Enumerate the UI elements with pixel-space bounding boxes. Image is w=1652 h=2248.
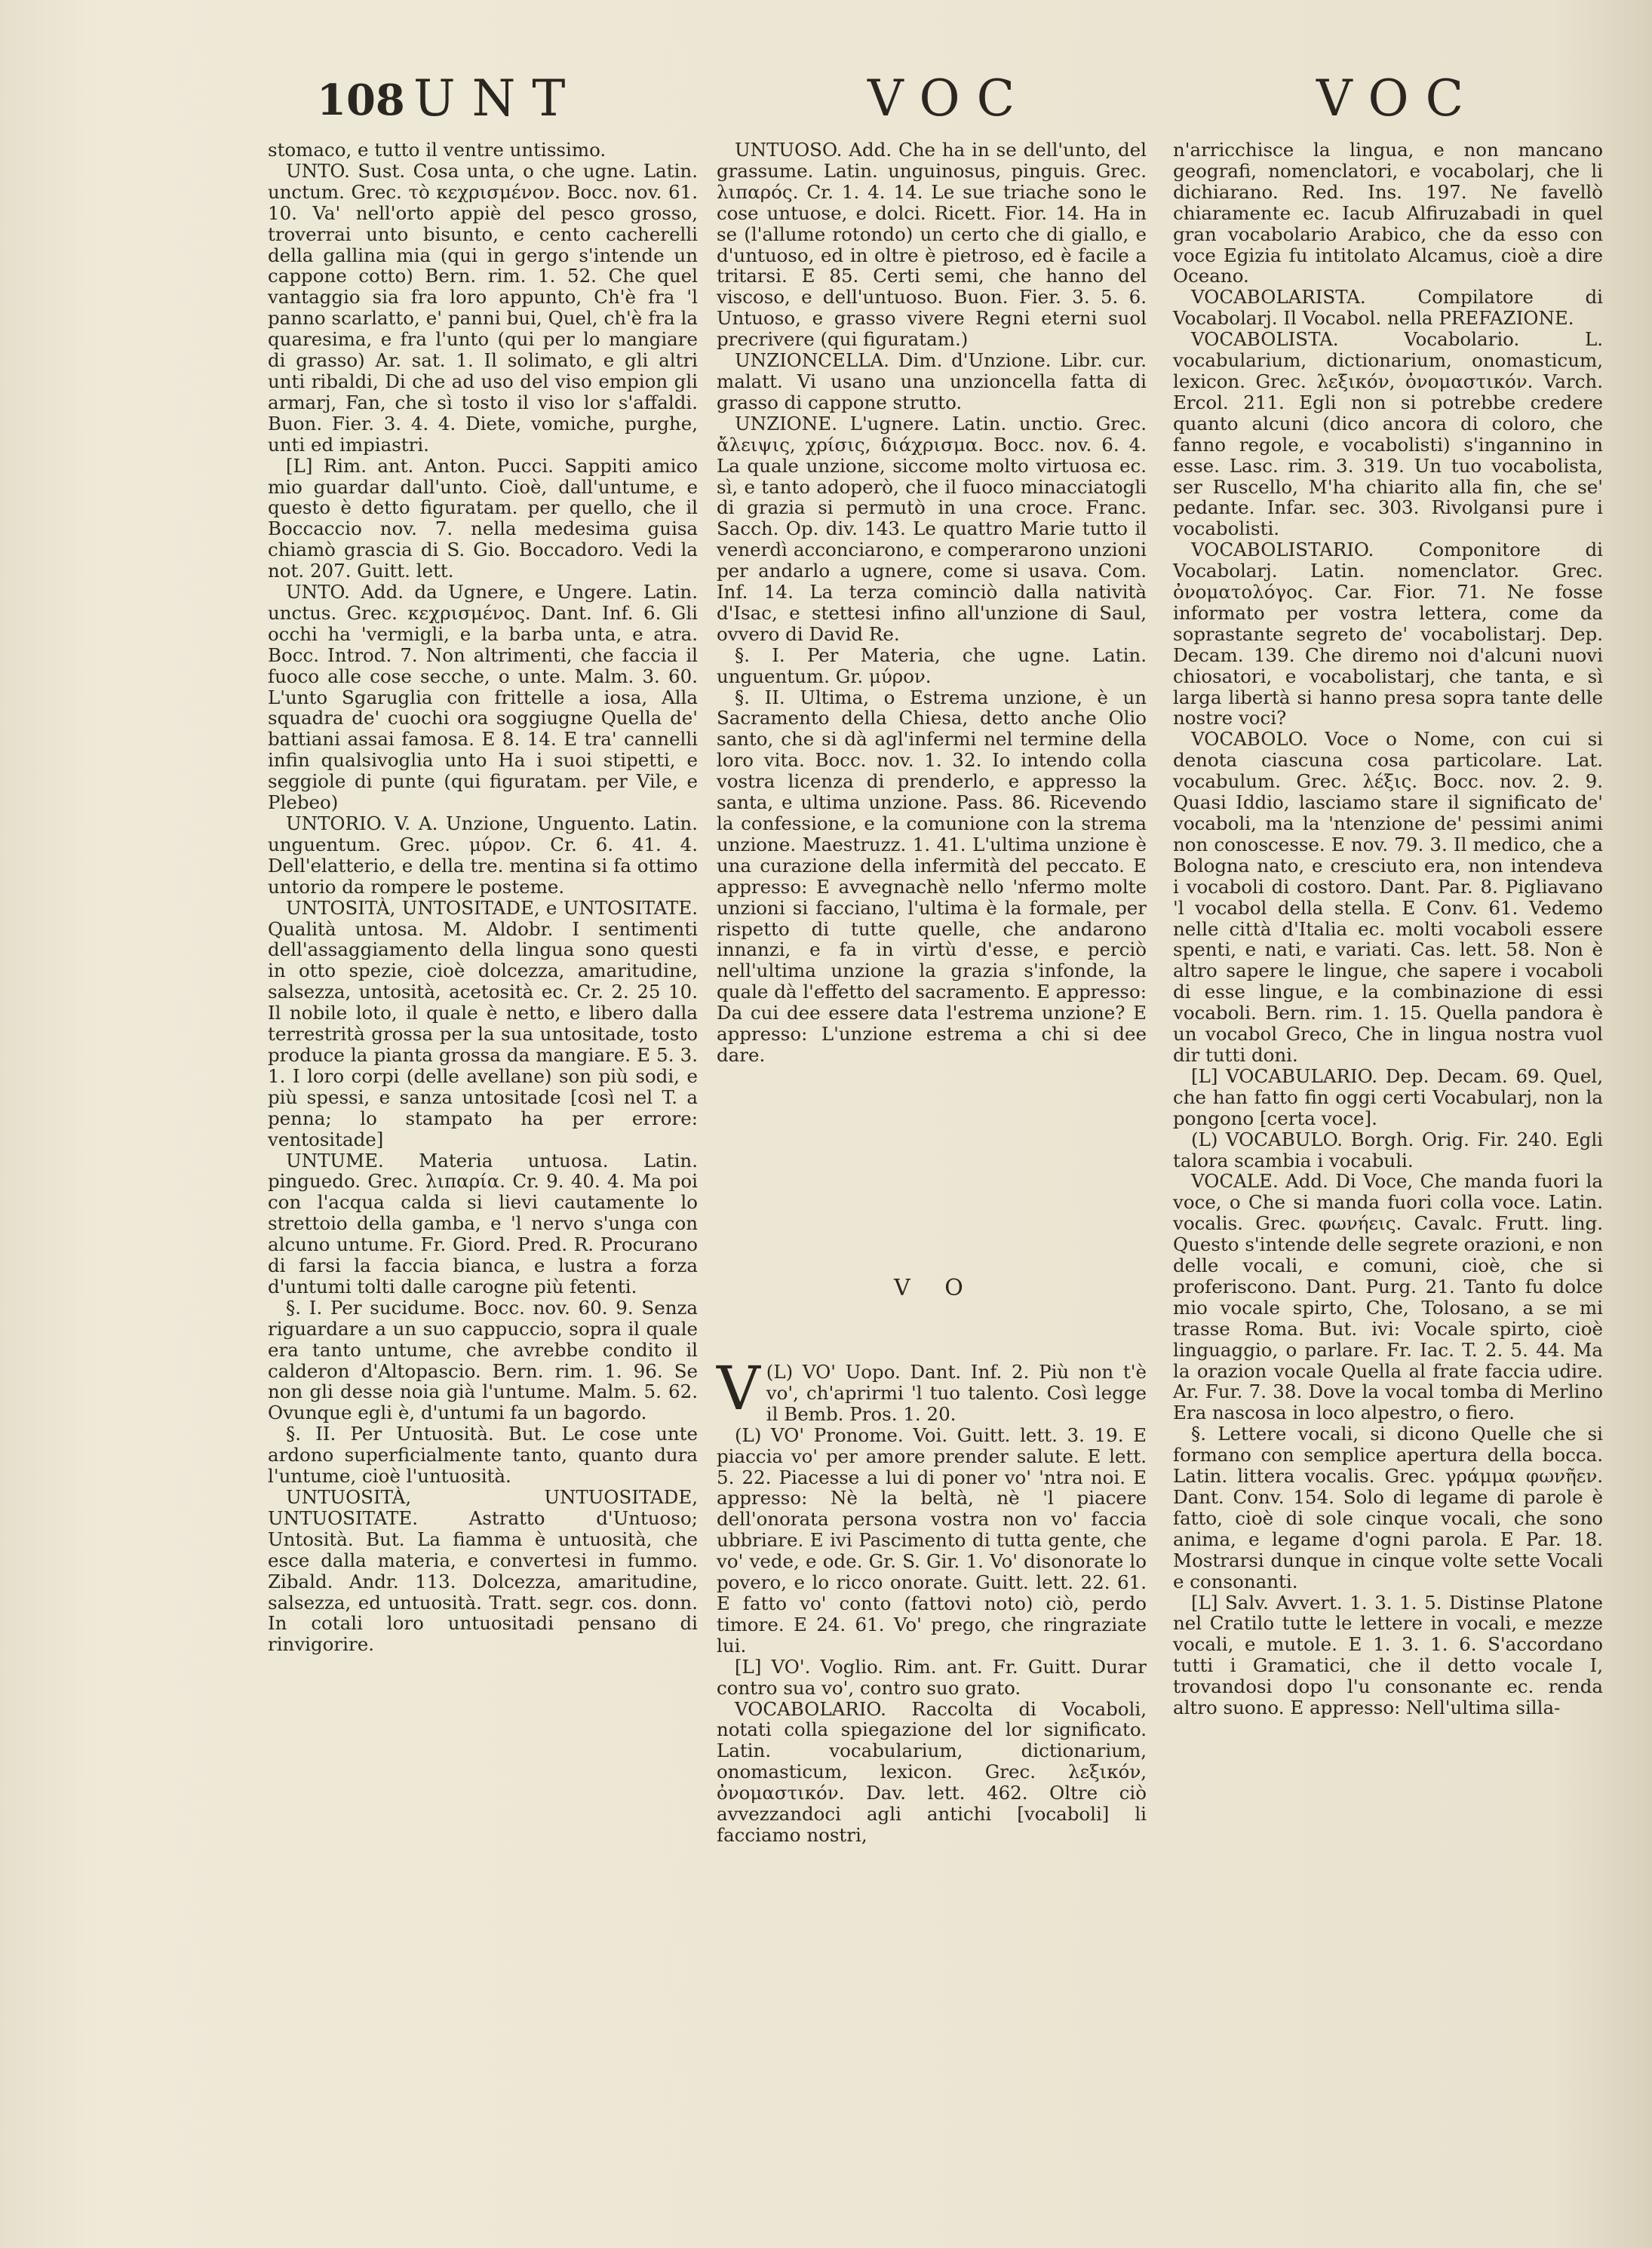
column-middle-bottom xyxy=(717,1353,1147,1846)
column-left xyxy=(268,140,698,1655)
header-left-word: UNT xyxy=(413,69,582,127)
entry-paragraph: VOCABOLISTA. Vocabolario. L. vocabularium, dictionarium, onomasticum, lexicon. Grec. λεξικόν, ὀνομαστικόν. Varch. Ercol. 211. Egli non si potrebbe credere quanto alcuni (dico ancora di coloro, che fanno regole, e vocabolisti) s'ingannino in esse. Lasc. rim. 3. 319. Un tuo vocabolista, ser Ruscello, M'ha chiarito alla fin, che se' pedante. Infar. sec. 303. Rivolgansi pure i vocabolisti. xyxy=(1173,328,1603,540)
header-center-word: VOC xyxy=(867,69,1032,127)
entry-paragraph: VOCABOLARIO. Raccolta di Vocaboli, notati colla spiegazione del lor significato. Latin. vocabularium, dictionarium, onomasticum, lexicon. Grec. λεξικόν, ὀνομαστικόν. Dav. lett. 462. Oltre ciò avvezzandoci agli antichi [vocaboli] li facciamo nostri, xyxy=(717,1697,1147,1846)
entry-paragraph: UNTUME. Materia untuosa. Latin. pinguedo. Grec. λιπαρία. Cr. 9. 40. 4. Ma poi con l'acqua calda si lievi cautamente lo strettoio della gamba, e 'l nervo s'unga con alcuno untume. Fr. Giord. Pred. R. Procurano di farsi la faccia bianca, e lustra a forza d'untumi tolti dalle carogne più fetenti. xyxy=(268,1149,698,1298)
header-right-word: VOC xyxy=(1316,69,1481,127)
entry-paragraph: UNTOSITÀ, UNTOSITADE, e UNTOSITATE. Qualità untosa. M. Aldobr. I sentimenti dell'assaggiamento della lingua sono questi in otto spezie, cioè dolcezza, amaritudine, salsezza, untosità, acetosità ec. Cr. 2. 25 10. Il nobile loto, il quale è netto, e libero dalla terrestrità grossa per la sua untositade, tosto produce la pianta grossa da mangiare. E 5. 3. 1. I loro corpi (delle avellane) son più sodi, e più spessi, e sanza untositade [così nel T. a penna; lo stampato ha per errore: ventositade] xyxy=(268,896,698,1150)
entry-paragraph: (L) VO' Pronome. Voi. Guitt. lett. 3. 19. E piaccia vo' per amore prender salute. E lett. 5. 22. Piacesse a lui di poner vo' 'ntra noi. E appresso: Nè la beltà, nè 'l piacere dell'onorata persona vostra non vo' faccia ubbriare. E ivi Pascimento di tutta gente, che vo' vede, e ode. Gr. S. Gir. 1. Vo' disonorate lo povero, e lo ricco onorate. Guitt. lett. 22. 61. E fatto vo' conto (fattovi noto) ciò, perdo timore. E 24. 61. Vo' prego, che ringraziate lui. xyxy=(717,1423,1147,1657)
entry-paragraph: [L] VOCABULARIO. Dep. Decam. 69. Quel, che han fatto fin oggi certi Vocabularj, non la pongono [certa voce]. xyxy=(1173,1064,1603,1129)
entry-paragraph: VOCABOLARISTA. Compilatore di Vocabolarj. Il Vocabol. nella PREFAZIONE. xyxy=(1173,286,1603,330)
entry-paragraph: [L] VO'. Voglio. Rim. ant. Fr. Guitt. Durar contro sua vo', contro suo grato. xyxy=(717,1655,1147,1699)
page-number: 108 xyxy=(317,75,405,125)
entry-paragraph: (L) VOCABULO. Borgh. Orig. Fir. 240. Egli talora scambia i vocabuli. xyxy=(1173,1128,1603,1172)
entry-paragraph: UNTUOSO. Add. Che ha in se dell'unto, del grassume. Latin. unguinosus, pinguis. Grec. λιπαρός. Cr. 1. 4. 14. Le sue triache sono le cose untuose, e dolci. Ricett. Fior. 14. Ha in se (l'allume rotondo) un certo che di giallo, e d'untuoso, ed in oltre è pietroso, ed è facile a tritarsi. E 85. Certi semi, che hanno del viscoso, e dell'untuoso. Buon. Fier. 3. 5. 6. Untuoso, e grasso vivere Regni eterni suol precrivere (qui figuratam.) xyxy=(717,139,1147,351)
entry-paragraph: (L) VO' Uopo. Dant. Inf. 2. Più non t'è vo', ch'aprirmi 'l tuo talento. Così legge il Bemb. Pros. 1. 20. xyxy=(766,1361,1147,1425)
entry-paragraph: VOCALE. Add. Di Voce, Che manda fuori la voce, o Che si manda fuori colla voce. Latin. vocalis. Grec. φωνήεις. Cavalc. Frutt. ling. Questo s'intende delle segrete orazioni, e non delle vocali, e comuni, cioè, che si proferiscono. Dant. Purg. 21. Tanto fu dolce mio vocale spirto, Che, Tolosano, a se mi trasse Roma. But. ivi: Vocale spirto, cioè linguaggio, o parlare. Fr. Iac. T. 2. 5. 44. Ma la orazion vocale Quella al frate faccia udire. Ar. Fur. 7. 38. Dove la vocal tomba di Merlino Era nascosa in loco alpestro, o fiero. xyxy=(1173,1170,1603,1424)
entry-paragraph: VOCABOLISTARIO. Componitore di Vocabolarj. Latin. nomenclator. Grec. ὀνοματολόγος. Car. Fior. 71. Ne fosse informato per vostra lettera, come da soprastante segreto de' vocabolistarj. Dep. Decam. 139. Che diremo noi d'alcuni nuovi chiosatori, e vocabolistarj, che tanta, e sì larga libertà si hanno presa sopra tante delle nostre voci? xyxy=(1173,539,1603,729)
entry-paragraph: [L] Rim. ant. Anton. Pucci. Sappiti amico mio guardar dall'unto. Cioè, dall'untume, e questo è detto figuratam. per quello, che il Boccaccio nov. 7. nella medesima guisa chiamò grascia di S. Gio. Boccadoro. Vedi la not. 207. Guitt. lett. xyxy=(268,454,698,582)
section-heading: V O xyxy=(894,1275,977,1301)
entry-paragraph: UNZIONCELLA. Dim. d'Unzione. Libr. cur. malatt. Vi usano una unzioncella fatta di grasso di cappone strutto. xyxy=(717,349,1147,413)
entry-paragraph: UNTUOSITÀ, UNTUOSITADE, UNTUOSITATE. Astratto d'Untuoso; Untosità. But. La fiamma è untuosità, che esce dalla materia, e convertesi in fummo. Zibald. Andr. 113. Dolcezza, amaritudine, salsezza, ed untuosità. Tratt. segr. cos. donn. In cotali loro untuositadi pensano di rinvigorire. xyxy=(268,1486,698,1656)
entry-paragraph: n'arricchisce la lingua, e non mancano geografi, nomenclatori, e vocabolarj, che li dichiarano. Red. Ins. 197. Ne favellò chiaramente ec. Iacub Alfiruzabadi in quel gran vocabolario Arabico, che da esso con voce Egizia fu intitolato Alcamus, cioè a dire Oceano. xyxy=(1173,139,1603,287)
entry-paragraph: §. I. Per Materia, che ugne. Latin. unguentum. Gr. μύρον. xyxy=(717,643,1147,687)
entry-paragraph: VOCABOLO. Voce o Nome, con cui si denota ciascuna cosa particolare. Lat. vocabulum. Grec. λέξις. Bocc. nov. 2. 9. Quasi Iddio, lasciamo stare il significato de' vocaboli, ma la 'ntenzione de' pessimi animi non conoscesse. E nov. 79. 3. Il medico, che a Bologna nato, e cresciuto era, non intendeva i vocaboli di costoro. Dant. Par. 8. Pigliavano 'l vocabol della stella. E Conv. 61. Vedemo nelle città d'Italia ec. molti vocaboli essere spenti, e nati, e variati. Cas. lett. 58. Non è altro sapere le lingue, che sapere i vocaboli di esse lingue, e la combinazione di essi vocaboli. Bern. rim. 1. 15. Quella pandora è un vocabol Greco, Che in lingua nostra vuol dir tutti doni. xyxy=(1173,728,1603,1066)
entry-paragraph: §. II. Ultima, o Estrema unzione, è un Sacramento della Chiesa, detto anche Olio santo, che si dà agl'infermi nel termine della loro vita. Bocc. nov. 1. 32. Io intendo colla vostra licenza di prenderlo, e appresso la santa, e ultima unzione. Pass. 86. Ricevendo la confessione, e la comunione con la strema unzione. Maestruzz. 1. 41. L'ultima unzione è una curazione della infermità del peccato. E appresso: E avvegnachè nello 'nfermo molte unzioni si facciano, l'ultima è la formale, per rispetto di tutte quelle, che andarono innanzi, e fa in virtù d'esse, e perciò nell'ultima unzione la grazia s'infonde, la quale dà l'effetto del sacramento. E appresso: Da cui dee essere data l'estrema unzione? E appresso: L'unzione estrema a chi si dee dare. xyxy=(717,686,1147,1066)
entry-paragraph: UNZIONE. L'ugnere. Latin. unctio. Grec. ἄλειψις, χρίσις, διάχρισμα. Bocc. nov. 6. 4. La quale unzione, siccome molto virtuosa ec. sì, e tanto adoperò, che il fuoco minacciatogli di grazia si permutò in una croce. Franc. Sacch. Op. div. 143. Le quattro Marie tutto il venerdì acconciarono, e comperarono unzioni per andarlo a ugnere, come si usava. Com. Inf. 14. La terza cominciò dalla natività d'Isac, e stettesi infino all'unzione di Saul, ovvero di David Re. xyxy=(717,412,1147,645)
column-right xyxy=(1173,140,1603,1718)
entry-paragraph: §. I. Per sucidume. Bocc. nov. 60. 9. Senza riguardare a un suo cappuccio, sopra il quale era tanto untume, che avrebbe condito il calderon d'Altopascio. Bern. rim. 1. 96. Se non gli desse noia già l'untume. Malm. 5. 62. Ovunque egli è, d'untumi fa un bagordo. xyxy=(268,1296,698,1424)
column-middle-top xyxy=(717,140,1147,1066)
entry-paragraph: §. Lettere vocali, si dicono Quelle che si formano con semplice apertura della bocca. Latin. littera vocalis. Grec. γράμμα φωνῆεν. Dant. Conv. 154. Solo di legame di parole è fatto, cioè di sole cinque vocali, che sono anima, e legame d'ogni parola. E Par. 18. Mostrarsi dunque in cinque volte sette Vocali e consonanti. xyxy=(1173,1423,1603,1592)
entry-paragraph: UNTO. Sust. Cosa unta, o che ugne. Latin. unctum. Grec. τὸ κεχρισμένον. Bocc. nov. 61. 10. Va' nell'orto appiè del pesco grosso, troverrai unto bisunto, e cento cacherelli della gallina mia (qui in gergo s'intende un cappone cotto) Bern. rim. 1. 52. Che quel vantaggio sia fra loro appunto, Ch'è fra 'l panno scarlatto, e' panni bui, Quel, ch'è fra la quaresima, e fra l'unto (qui per lo mangiare di grasso) Ar. sat. 1. Il solimato, e gli altri unti ribaldi, Di che ad uso del viso empion gli armarj, Fan, che sì tosto il viso lor s'affaldi. Buon. Fier. 3. 4. 4. Diete, vomiche, purghe, unti ed impiastri. xyxy=(268,159,698,456)
entry-paragraph: [L] Salv. Avvert. 1. 3. 1. 5. Distinse Platone nel Cratilo tutte le lettere in vocali, e mezze vocali, e mutole. E 1. 3. 1. 6. S'accordano tutti i Gramatici, che il detto vocale I, trovandosi dopo l'u consonante ec. renda altro suono. E appresso: Nell'ultima silla- xyxy=(1173,1591,1603,1719)
entry-paragraph: UNTORIO. V. A. Unzione, Unguento. Latin. unguentum. Grec. μύρον. Cr. 6. 41. 4. Dell'elatterio, e della tre. mentina si fa ottimo untorio da rompere le posteme. xyxy=(268,812,698,898)
entry-paragraph: stomaco, e tutto il ventre untissimo. xyxy=(268,139,606,161)
entry-paragraph: UNTO. Add. da Ugnere, e Ungere. Latin. unctus. Grec. κεχρισμένος. Dant. Inf. 6. Gli occhi ha 'vermigli, e la barba unta, e atra. Bocc. Introd. 7. Non altrimenti, che faccia il fuoco alle cose secche, o unte. Malm. 3. 60. L'unto Sgaruglia con frittelle a iosa, Alla squadra de' cuochi ora soggiugne Quella de' battiani assai famosa. E 8. 14. E tra' cannelli infin qualsivoglia unto Ha i suoi stipetti, e seggiole di punte (qui figuratam. per Vile, e Plebeo) xyxy=(268,581,698,814)
entry-paragraph: §. II. Per Untuosità. But. Le cose unte ardono superficialmente tanto, quanto dura l'untume, cioè l'untuosità. xyxy=(268,1423,698,1488)
drop-cap: V xyxy=(717,1353,760,1423)
